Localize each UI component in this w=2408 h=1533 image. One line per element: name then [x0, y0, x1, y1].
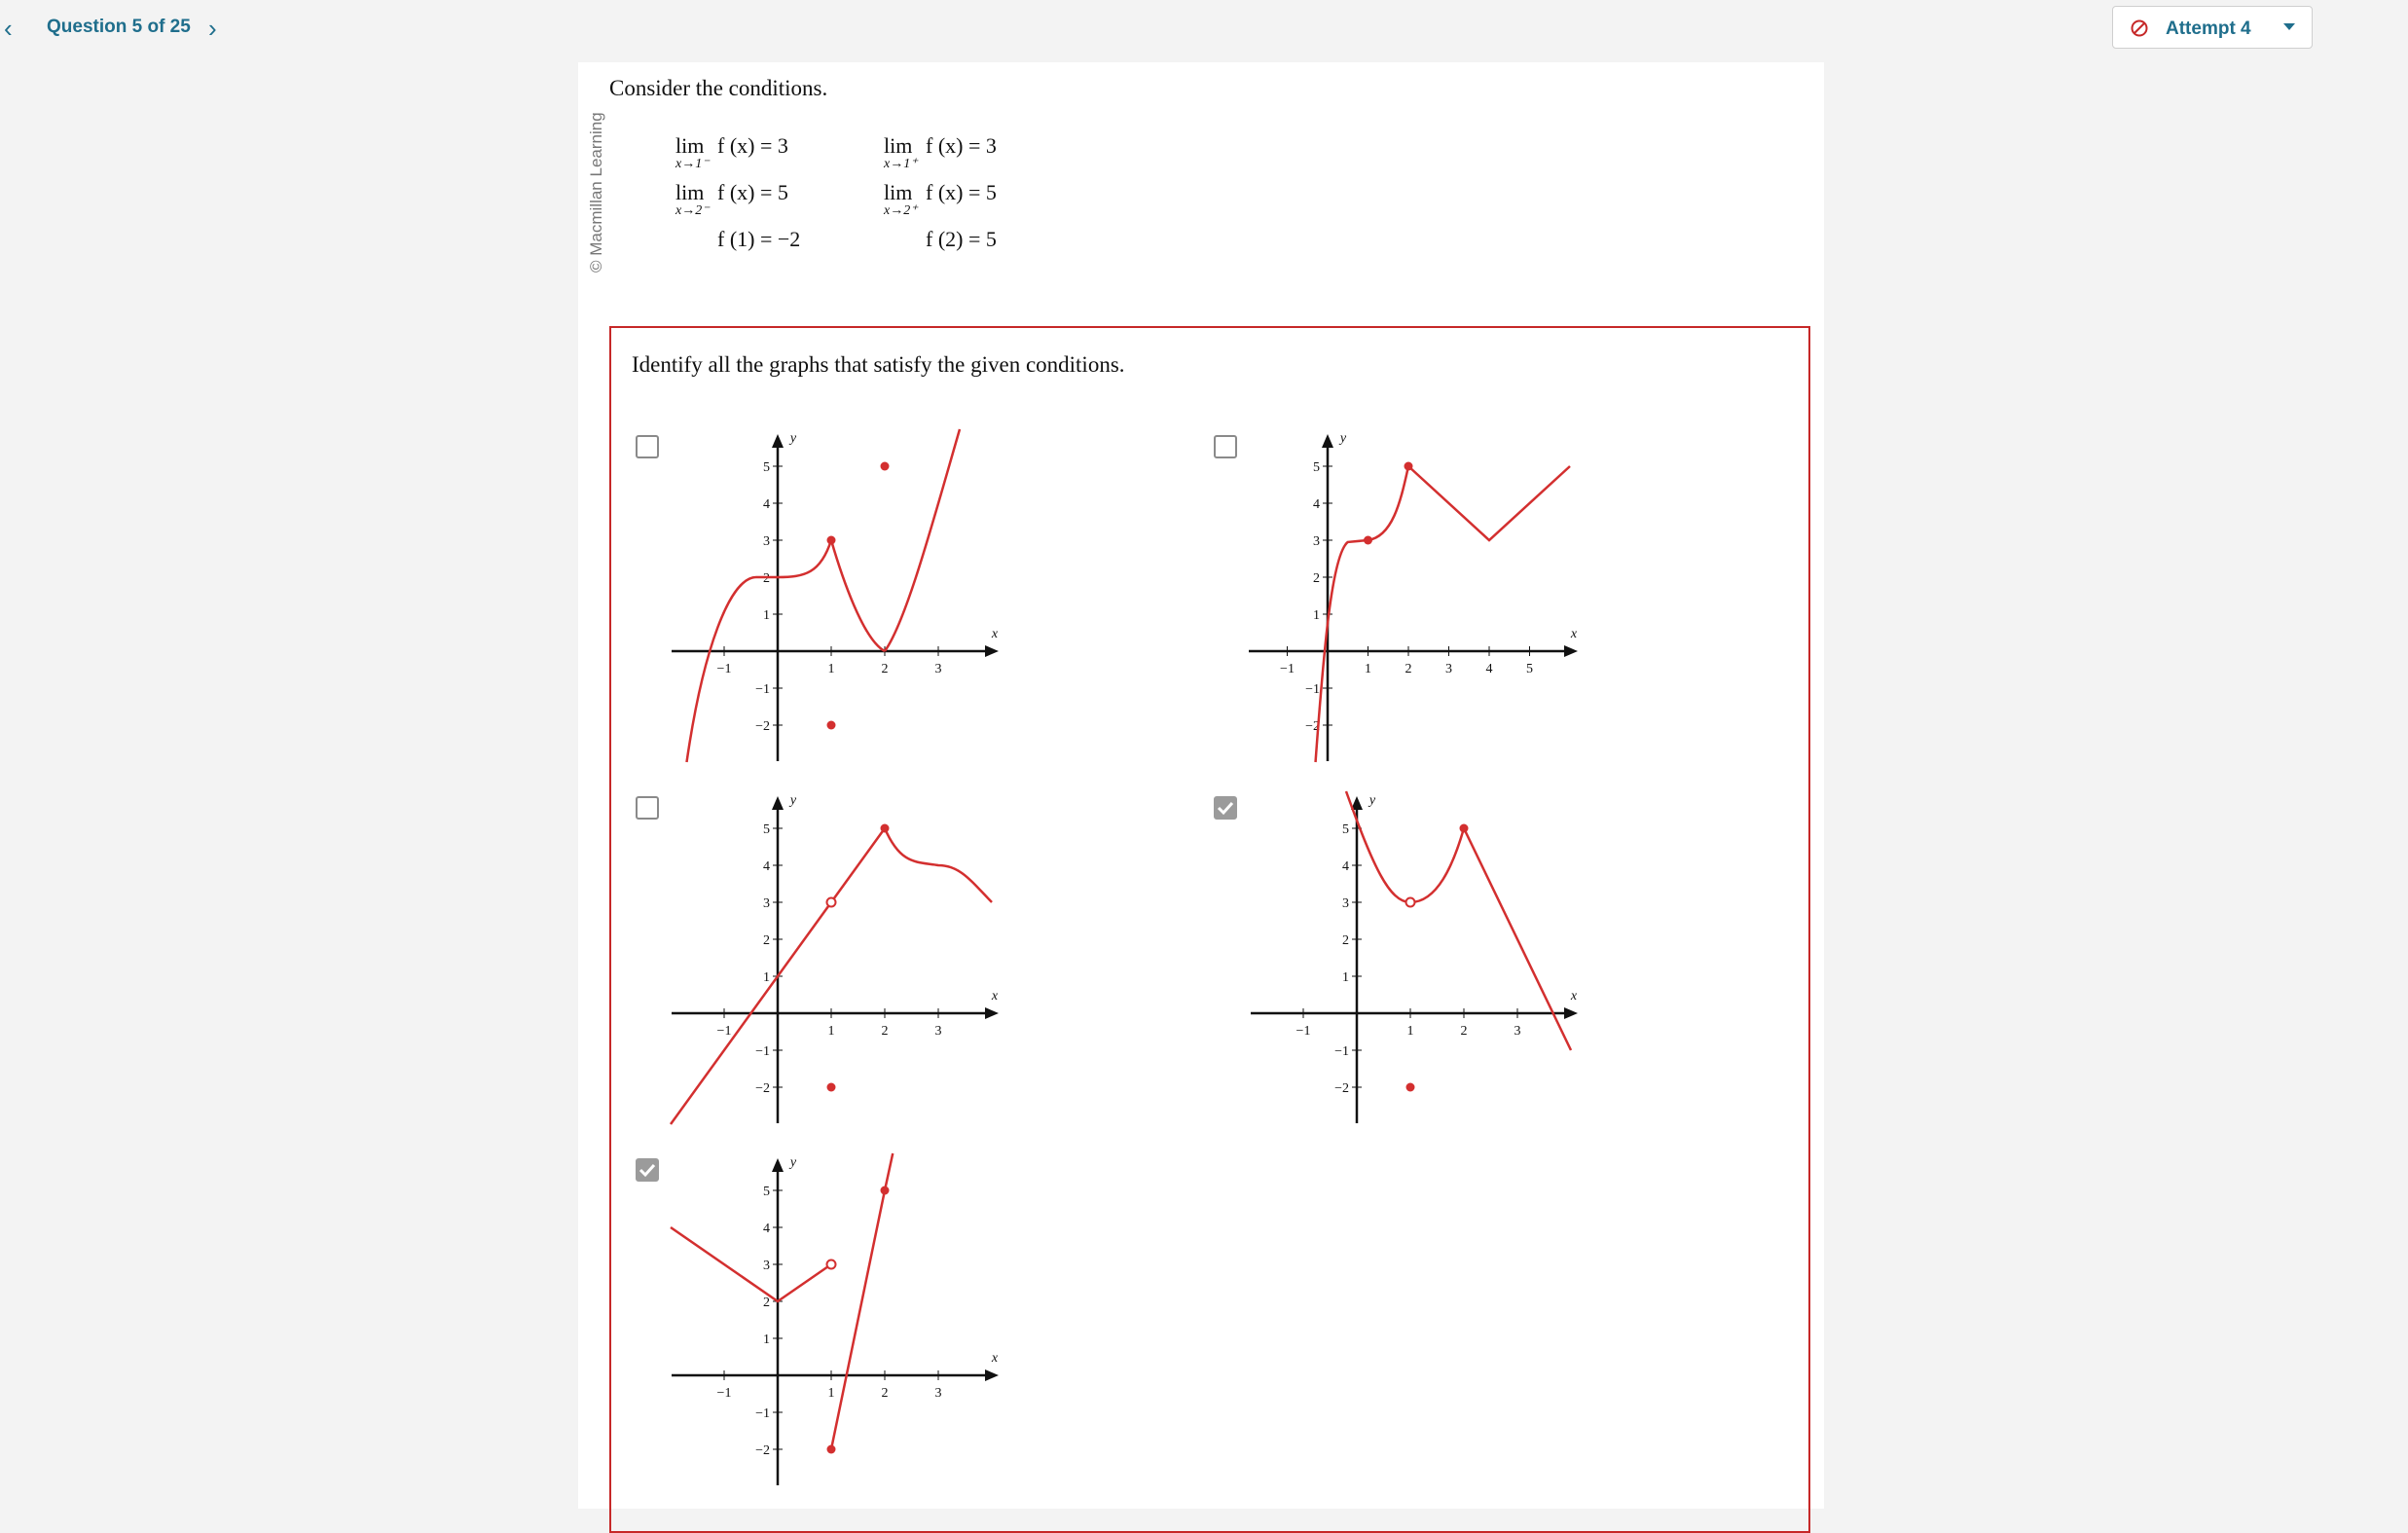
lim-approach: x→2⁺: [884, 203, 918, 218]
x-axis-label: x: [991, 1351, 999, 1366]
point-at-1: [1364, 536, 1372, 545]
condition-lim-1-right: [884, 133, 997, 171]
curve-left: [1316, 466, 1408, 762]
curve-left: [671, 1227, 831, 1301]
y-tick-label: 4: [1342, 859, 1349, 874]
y-axis-label: y: [789, 793, 797, 808]
option-a-checkbox[interactable]: [636, 435, 659, 458]
y-tick-label: 3: [763, 1259, 770, 1273]
graph-option-e: [662, 1152, 999, 1493]
y-tick-label: 2: [1313, 571, 1320, 586]
y-tick-label: 1: [763, 1332, 770, 1347]
lim-expression: f (x) = 5: [926, 180, 997, 204]
curve-left: [1346, 791, 1464, 902]
y-tick-label: 2: [763, 1296, 770, 1310]
y-tick-label: 1: [763, 970, 770, 985]
x-tick-label: 4: [1485, 662, 1493, 676]
condition-lim-2-right: [884, 180, 997, 218]
top-bar: [0, 0, 2408, 58]
graph-option-c: [662, 790, 999, 1131]
x-tick-label: 3: [1514, 1024, 1521, 1039]
x-tick-label: 2: [1460, 1024, 1468, 1039]
y-axis-arrow: [772, 434, 784, 448]
point-at-1-below: [827, 1445, 836, 1454]
x-tick-label: 2: [881, 662, 889, 676]
lim-approach: x→1⁻: [675, 157, 710, 171]
lim-word: lim: [675, 180, 705, 204]
x-tick-label: 1: [827, 1386, 835, 1401]
x-tick-label: 3: [934, 1024, 942, 1039]
y-axis-arrow: [772, 1158, 784, 1172]
question-counter: Question 5 of 25: [47, 17, 191, 37]
y-tick-label: 5: [763, 822, 770, 837]
y-tick-label: 5: [763, 460, 770, 475]
y-tick-label: 2: [763, 571, 770, 586]
caret-down-icon: [2282, 22, 2296, 32]
y-tick-label: −1: [755, 1406, 770, 1421]
curve-right: [1408, 466, 1570, 540]
lim-word: lim: [675, 133, 705, 158]
y-axis-label: y: [789, 1155, 797, 1170]
y-axis-label: y: [1339, 431, 1347, 446]
checkmark-icon: [1217, 800, 1234, 816]
option-c-checkbox[interactable]: [636, 796, 659, 820]
x-tick-label: −1: [716, 662, 732, 676]
option-b-checkbox[interactable]: [1214, 435, 1237, 458]
y-tick-label: −1: [1334, 1044, 1349, 1059]
open-point-at-1: [827, 1260, 836, 1269]
point-at-1-below: [827, 1083, 836, 1092]
y-tick-label: 1: [1313, 608, 1320, 623]
lim-word: lim: [884, 133, 913, 158]
no-entry-icon: [2131, 19, 2148, 37]
point-at-2: [1460, 824, 1469, 833]
x-tick-label: 3: [934, 1386, 942, 1401]
x-tick-label: 3: [1445, 662, 1452, 676]
point-at-2: [881, 462, 890, 471]
y-tick-label: −2: [1305, 719, 1320, 734]
curve-mid-line: [831, 828, 885, 902]
y-tick-label: 4: [763, 859, 770, 874]
question-prompt: Identify all the graphs that satisfy the given conditions.: [632, 352, 1125, 377]
lim-expression: f (x) = 5: [717, 180, 788, 204]
graph-option-b: [1241, 428, 1578, 769]
y-axis-label: y: [1368, 793, 1376, 808]
y-tick-label: −2: [755, 1443, 770, 1458]
y-tick-label: −2: [755, 1081, 770, 1096]
option-e-checkbox[interactable]: [636, 1158, 659, 1182]
y-axis-arrow: [1322, 434, 1333, 448]
x-tick-label: −1: [1295, 1024, 1311, 1039]
x-axis-label: x: [991, 627, 999, 641]
previous-question-button[interactable]: ‹: [4, 14, 13, 43]
lim-approach: x→2⁻: [675, 203, 710, 218]
graph-option-a: [662, 428, 999, 769]
option-d-checkbox[interactable]: [1214, 796, 1237, 820]
x-tick-label: −1: [716, 1024, 732, 1039]
attempt-dropdown[interactable]: [2112, 6, 2313, 49]
y-tick-label: 2: [1342, 933, 1349, 948]
condition-value-f2: f (2) = 5: [926, 227, 997, 251]
point-at-2: [1405, 462, 1413, 471]
x-axis-label: x: [991, 989, 999, 1004]
x-tick-label: −1: [1280, 662, 1295, 676]
open-point-at-1: [1406, 898, 1415, 907]
x-tick-label: 5: [1526, 662, 1533, 676]
x-tick-label: 2: [1405, 662, 1412, 676]
y-tick-label: 3: [1342, 896, 1349, 911]
x-tick-label: 1: [827, 1024, 835, 1039]
attempt-label: Attempt 4: [2166, 18, 2251, 39]
graph-option-d: [1241, 790, 1578, 1131]
checkmark-icon: [638, 1162, 656, 1178]
y-tick-label: 1: [1342, 970, 1349, 985]
x-tick-label: −1: [716, 1386, 732, 1401]
y-tick-label: 5: [1342, 822, 1349, 837]
x-tick-label: 1: [827, 662, 835, 676]
x-tick-label: 2: [881, 1386, 889, 1401]
y-tick-label: 5: [1313, 460, 1320, 475]
condition-lim-1-left: [675, 133, 788, 171]
lim-expression: f (x) = 3: [717, 133, 788, 158]
lim-word: lim: [884, 180, 913, 204]
condition-lim-2-left: [675, 180, 788, 218]
point-at-1-below: [827, 721, 836, 730]
next-question-button[interactable]: ›: [208, 14, 217, 43]
condition-value-f1: f (1) = −2: [717, 227, 801, 251]
curve-right: [885, 828, 992, 902]
y-tick-label: −1: [755, 1044, 770, 1059]
y-tick-label: −1: [1305, 682, 1320, 697]
y-tick-label: 3: [763, 534, 770, 549]
y-tick-label: −2: [1334, 1081, 1349, 1096]
curve-rise: [885, 429, 960, 651]
x-tick-label: 1: [1406, 1024, 1414, 1039]
point-at-2: [881, 824, 890, 833]
lim-expression: f (x) = 3: [926, 133, 997, 158]
x-axis-label: x: [1570, 627, 1578, 641]
x-tick-label: 3: [934, 662, 942, 676]
open-point-at-1: [827, 898, 836, 907]
x-axis-label: x: [1570, 989, 1578, 1004]
y-tick-label: 1: [763, 608, 770, 623]
y-tick-label: 4: [763, 497, 770, 512]
y-axis-arrow: [772, 796, 784, 810]
x-tick-label: 2: [881, 1024, 889, 1039]
y-tick-label: −1: [755, 682, 770, 697]
y-tick-label: 4: [763, 1222, 770, 1236]
copyright-watermark: © Macmillan Learning: [587, 112, 605, 273]
question-intro: Consider the conditions.: [609, 76, 828, 100]
point-at-1: [827, 536, 836, 545]
y-tick-label: 5: [763, 1185, 770, 1199]
y-tick-label: 2: [763, 933, 770, 948]
x-tick-label: 1: [1365, 662, 1371, 676]
point-at-1-below: [1406, 1083, 1415, 1092]
y-tick-label: 3: [1313, 534, 1320, 549]
curve-dip: [831, 540, 885, 651]
lim-approach: x→1⁺: [884, 157, 918, 171]
y-tick-label: 3: [763, 896, 770, 911]
y-tick-label: −2: [755, 719, 770, 734]
y-axis-label: y: [789, 431, 797, 446]
point-at-2: [881, 1186, 890, 1195]
curve-right: [831, 1153, 893, 1449]
y-tick-label: 4: [1313, 497, 1320, 512]
